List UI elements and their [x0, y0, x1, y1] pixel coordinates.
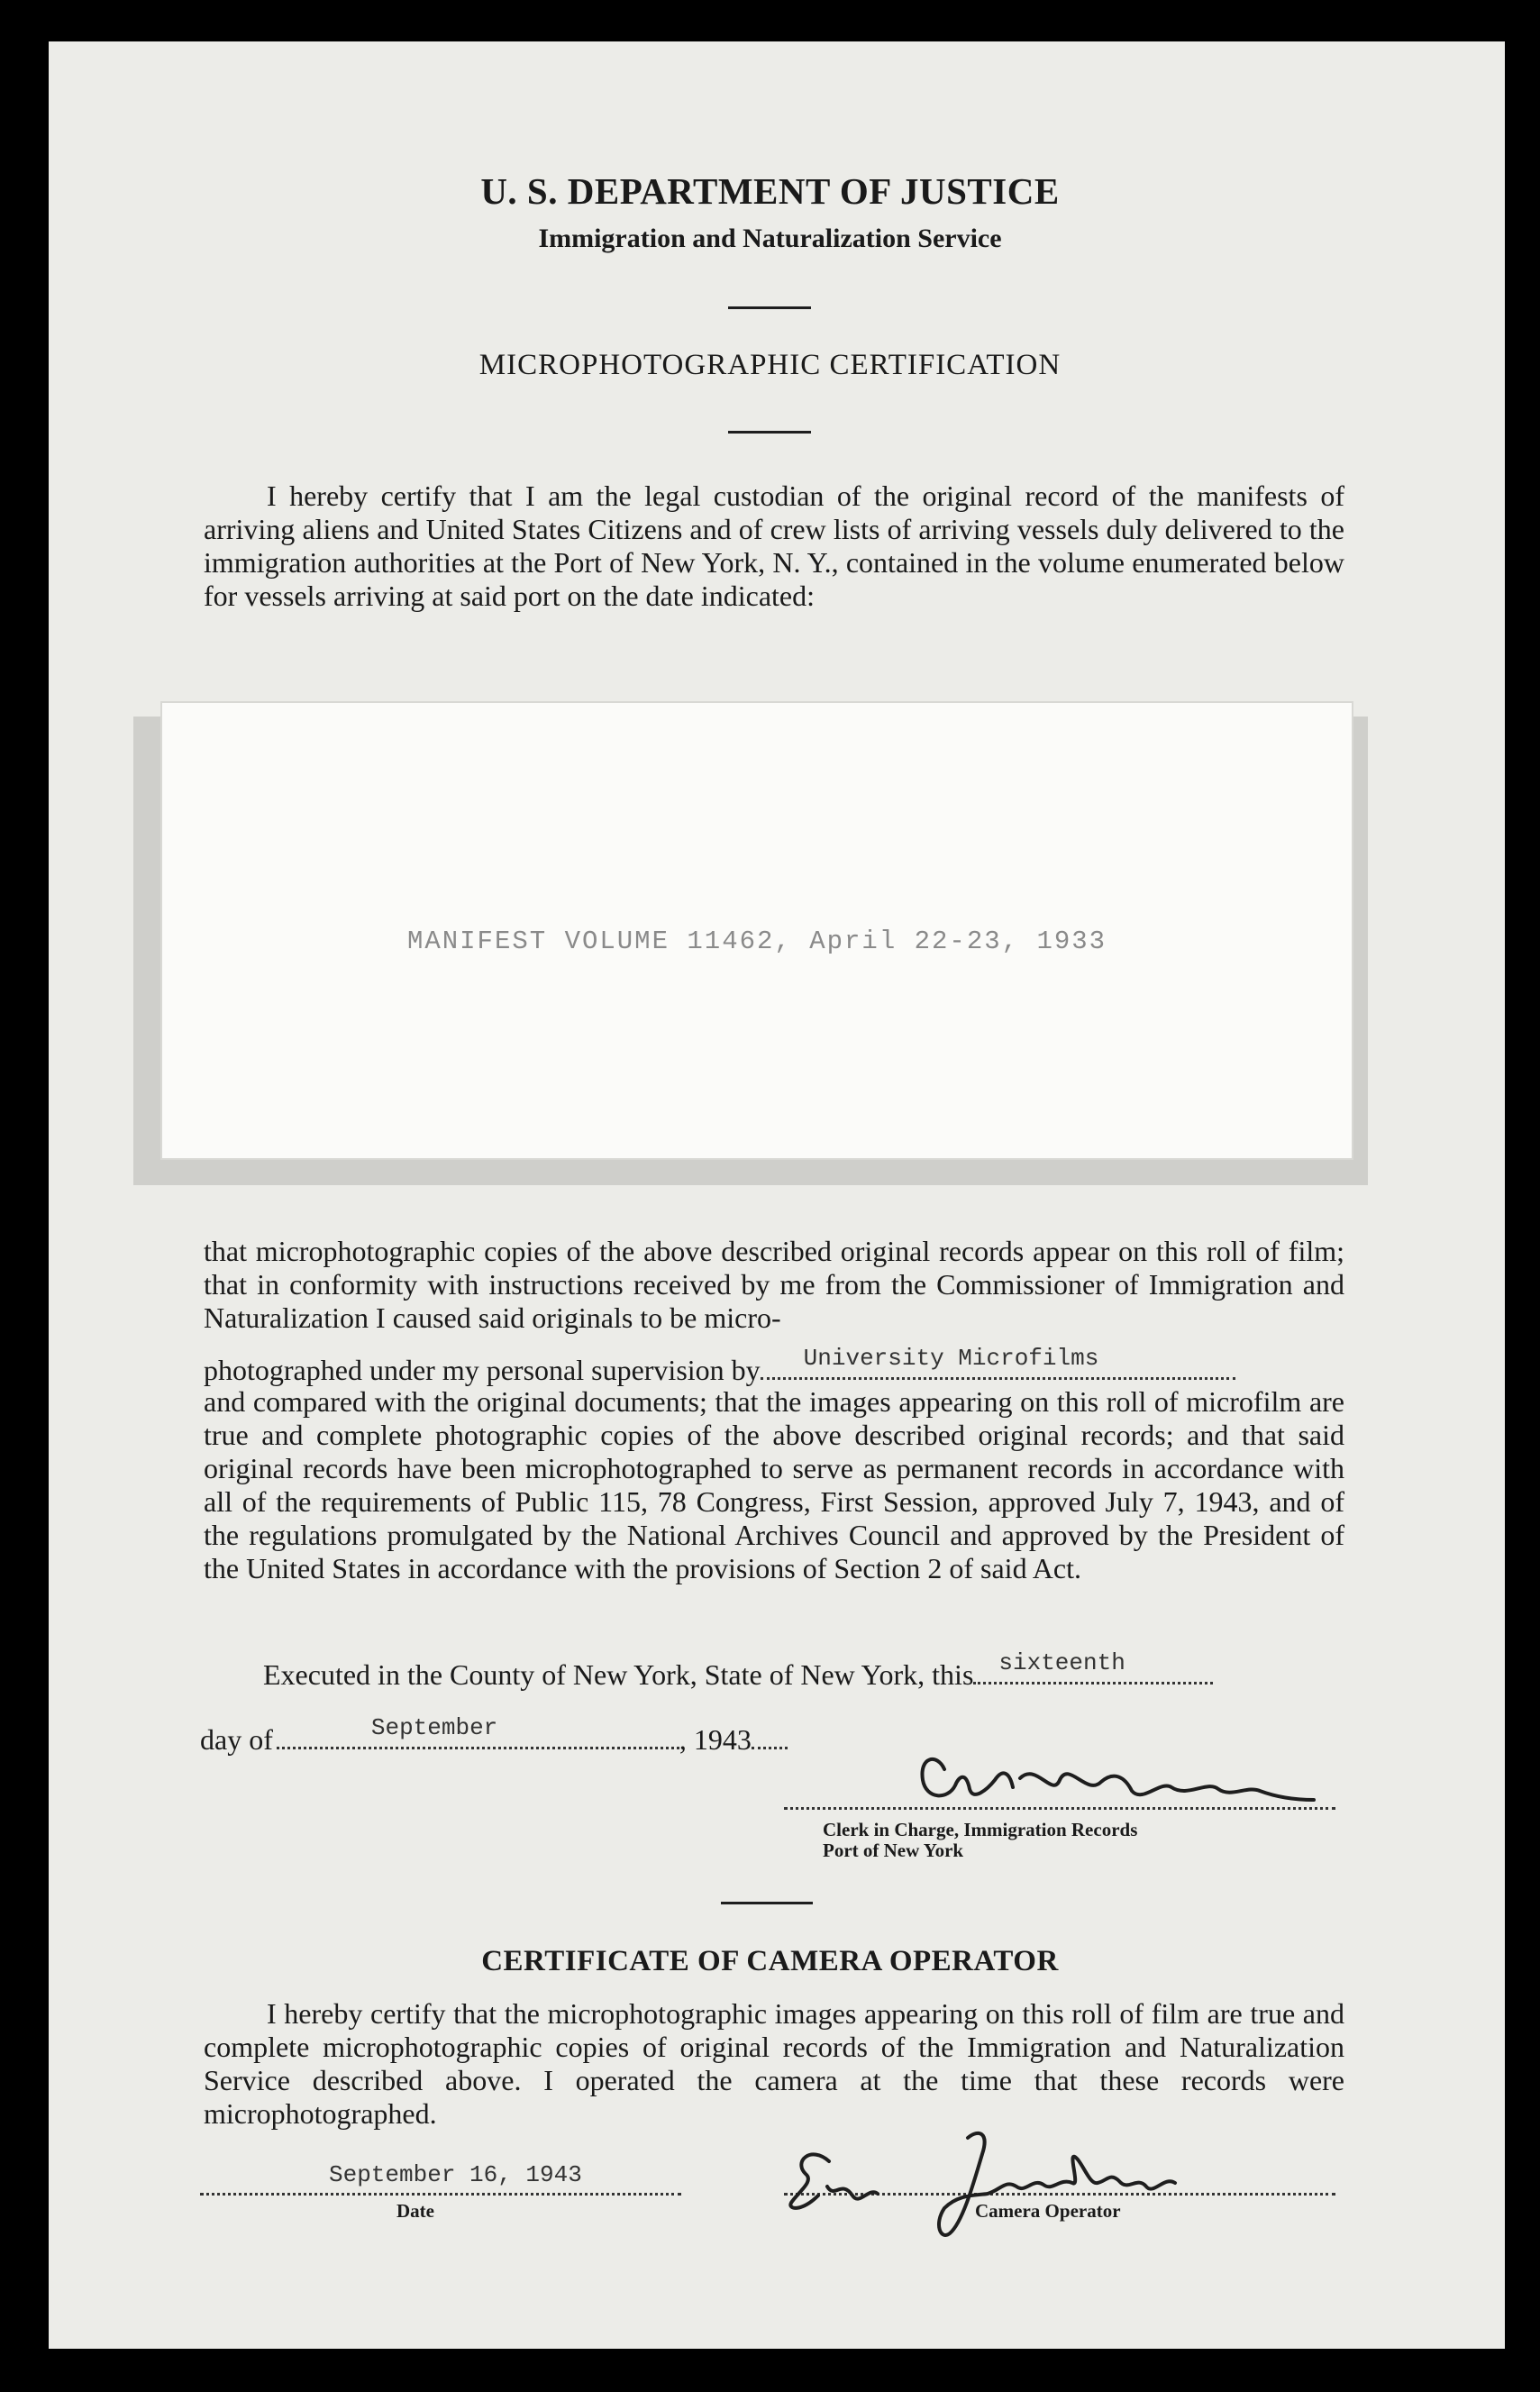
- executed-day-field: [973, 1649, 1213, 1684]
- date-label: Date: [396, 2200, 434, 2222]
- camera-paragraph-text: I hereby certify that the microphotographic images appearing on this roll of film are true and complete microphotographic copies of original records of the Immigration and Naturalization Service described above. I operated the camera at the time that these records were microphotographed.: [204, 1997, 1344, 2130]
- supervision-prefix: photographed under my personal supervision by: [204, 1354, 761, 1386]
- divider: [721, 1902, 813, 1904]
- executed-prefix: Executed in the County of New York, State of New York, this: [263, 1658, 974, 1691]
- year-field: [752, 1720, 788, 1749]
- executed-line: [263, 1649, 1213, 1692]
- intro-paragraph: [204, 479, 1344, 613]
- date-line: [200, 2190, 681, 2196]
- year-digit: 3: [736, 1723, 752, 1756]
- body-paragraph-end: [204, 1385, 1344, 1585]
- supervision-field: [761, 1345, 1235, 1380]
- certification-title: MICROPHOTOGRAPHIC CERTIFICATION: [478, 349, 1062, 381]
- volume-card-text: MANIFEST VOLUME 11462, April 22-23, 1933: [406, 927, 1107, 956]
- day-of-label: day of: [200, 1723, 273, 1756]
- day-of-line: [200, 1714, 788, 1757]
- department-heading: U. S. DEPARTMENT OF JUSTICE: [480, 170, 1060, 212]
- camera-section-title: CERTIFICATE OF CAMERA OPERATOR: [481, 1945, 1059, 1977]
- date-value: September 16, 1943: [329, 2161, 582, 2188]
- clerk-title: Clerk in Charge, Immigration Records: [823, 1819, 1138, 1840]
- supervision-line: [204, 1345, 1235, 1387]
- supervision-by-value: University Microfilms: [803, 1345, 1099, 1372]
- operator-signature: [775, 2109, 1198, 2253]
- operator-label: Camera Operator: [975, 2200, 1121, 2222]
- body-paragraph-start: [204, 1235, 1344, 1335]
- body-paragraph-start-text: that microphotographic copies of the above described original records appear on this roll of film; that in conformity with instructions received by me from the Commissioner of Immigration and Naturalization I caused said originals to be micro-: [204, 1235, 1344, 1334]
- body-paragraph-end-text: and compared with the original documents; that the images appearing on this roll of microfilm are true and complete photographic copies of the above described original records; and that said original records have been microphotographed to serve as permanent records in accordance with all of the requirements of Public 115, 78 Congress, First Session, approved July 7, 1943, and of the regulations promulgated by the National Archives Council and approved by the President of the United States in accordance with the provisions of Section 2 of said Act.: [204, 1385, 1344, 1584]
- service-subheading: Immigration and Naturalization Service: [538, 224, 1002, 253]
- year-prefix: , 194: [679, 1723, 737, 1756]
- executed-day-value: sixteenth: [998, 1649, 1125, 1676]
- month-value: September: [370, 1714, 498, 1741]
- intro-paragraph-text: I hereby certify that I am the legal custodian of the original record of the manifests of arriving aliens and United States Citizens and of crew lists of arriving vessels duly delivered to the immigration authorities at the Port of New York, N. Y., contained in the volume enumerated below for vessels arriving at said port on the date indicated:: [204, 479, 1344, 612]
- divider: [728, 431, 811, 434]
- clerk-location: Port of New York: [823, 1840, 964, 1861]
- clerk-signature: [901, 1744, 1325, 1814]
- month-field: [277, 1714, 679, 1749]
- divider: [728, 306, 811, 309]
